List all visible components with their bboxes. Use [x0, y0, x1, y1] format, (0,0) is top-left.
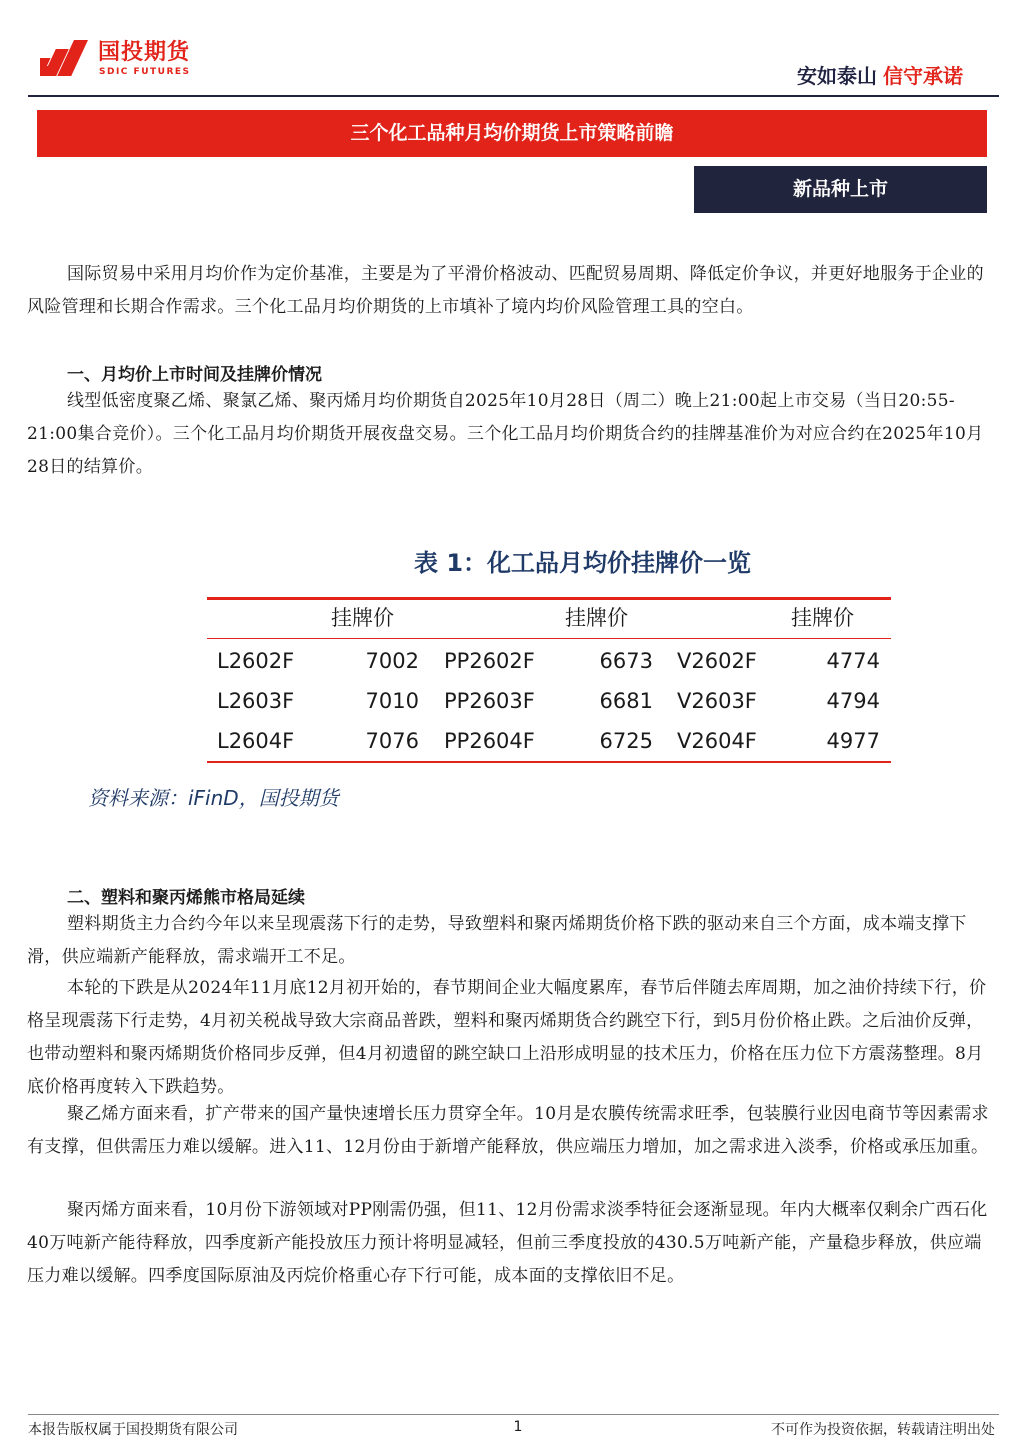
section2-paragraph: 本轮的下跌是从2024年11月底12月初开始的，春节期间企业大幅度累库，春节后伴随去库周期，加之油价持续下行，价格呈现震荡下行走势，4月初关税战导致大宗商品普跌，塑料和聚丙烯期货合约跳空下行，到5月份价格止跌。之后油价反弹，也带动塑料和聚丙烯期货价格同步反弹，但4月初遗留的跳空缺口上沿形成明显的技术压力，价格在压力位下方震荡整理。8月底价格再度转入下跌趋势。	[27, 978, 987, 1097]
table-cell-price: 4794	[826, 689, 880, 713]
footer-disclaimer: 不可作为投资依据，转载请注明出处	[771, 1422, 995, 1438]
intro-paragraph: 国际贸易中采用月均价作为定价基准，主要是为了平滑价格波动、匹配贸易周期、降低定价争议，并更好地服务于企业的风险管理和长期合作需求。三个化工品月均价期货的上市填补了境内均价风险管理工具的空白。	[27, 264, 984, 317]
table-cell-contract: PP2603F	[444, 689, 535, 713]
page-number: 1	[513, 1419, 523, 1435]
footer-copyright: 本报告版权属于国投期货有限公司	[28, 1422, 238, 1438]
table-source: 资料来源：iFinD，国投期货	[88, 786, 339, 810]
table-bottom-rule	[207, 761, 891, 763]
table-cell-price: 4977	[826, 729, 880, 753]
table-top-rule	[207, 597, 891, 600]
table-cell-price: 6725	[599, 729, 653, 753]
table-cell-price: 6681	[599, 689, 653, 713]
slogan	[797, 60, 963, 89]
table-cell-contract: V2603F	[677, 689, 757, 713]
section2-paragraph: 塑料期货主力合约今年以来呈现震荡下行的走势，导致塑料和聚丙烯期货价格下跌的驱动来自三个方面，成本端支撑下滑，供应端新产能释放，需求端开工不足。	[27, 914, 967, 967]
table-cell-contract: V2602F	[677, 649, 757, 673]
table-header-cell: 挂牌价	[791, 606, 854, 630]
table-cell-contract: PP2602F	[444, 649, 535, 673]
table-cell-price: 6673	[599, 649, 653, 673]
section2-paragraph: 聚丙烯方面来看，10月份下游领域对PP刚需仍强，但11、12月份需求淡季特征会逐渐显现。年内大概率仅剩余广西石化40万吨新产能待释放，四季度新产能投放压力预计将明显减轻，但前三季度投放的430.5万吨新产能，产量稳步释放，供应端压力难以缓解。四季度国际原油及丙烷价格重心存下行可能，成本面的支撑依旧不足。	[27, 1200, 988, 1286]
table-header-cell: 挂牌价	[565, 606, 628, 630]
section1-heading: 一、月均价上市时间及挂牌价情况	[67, 365, 322, 385]
company-logo	[40, 40, 240, 82]
table-header-cell: 挂牌价	[331, 606, 394, 630]
section2-paragraph: 聚乙烯方面来看，扩产带来的国产量快速增长压力贯穿全年。10月是农膜传统需求旺季，包装膜行业因电商节等因素需求有支撑，但供需压力难以缓解。进入11、12月份由于新增产能释放，供应端压力增加，加之需求进入淡季，价格或承压加重。	[27, 1104, 989, 1157]
slogan-part2: 信守承诺	[883, 64, 963, 88]
section2-heading: 二、塑料和聚丙烯熊市格局延续	[67, 888, 305, 908]
table-cell-contract: L2604F	[217, 729, 295, 753]
report-category: 新品种上市	[694, 166, 987, 213]
table-cell-contract: L2603F	[217, 689, 295, 713]
table-cell-contract: V2604F	[677, 729, 757, 753]
logo-text-en: SDIC FUTURES	[99, 67, 191, 77]
price-table	[207, 597, 891, 763]
table-cell-contract: PP2604F	[444, 729, 535, 753]
table-title-text: 表 1：化工品月均价挂牌价一览	[413, 549, 752, 577]
slogan-part1: 安如泰山	[797, 64, 877, 88]
table-cell-contract: L2602F	[217, 649, 295, 673]
sdic-logo-icon	[40, 40, 92, 76]
table-cell-price: 4774	[826, 649, 880, 673]
table-header-rule	[207, 638, 891, 639]
table-title	[0, 543, 1025, 578]
table-cell-price: 7076	[365, 729, 419, 753]
table-cell-price: 7002	[365, 649, 419, 673]
footer-divider	[28, 1414, 999, 1415]
header-divider	[28, 95, 999, 97]
logo-text-cn: 国投期货	[98, 40, 191, 65]
report-title: 三个化工品种月均价期货上市策略前瞻	[37, 110, 987, 157]
table-cell-price: 7010	[365, 689, 419, 713]
section1-paragraph: 线型低密度聚乙烯、聚氯乙烯、聚丙烯月均价期货自2025年10月28日（周二）晚上21:00起上市交易（当日20:55-21:00集合竞价）。三个化工品月均价期货开展夜盘交易。三个化工品月均价期货合约的挂牌基准价为对应合约在2025年10月28日的结算价。	[27, 391, 984, 477]
